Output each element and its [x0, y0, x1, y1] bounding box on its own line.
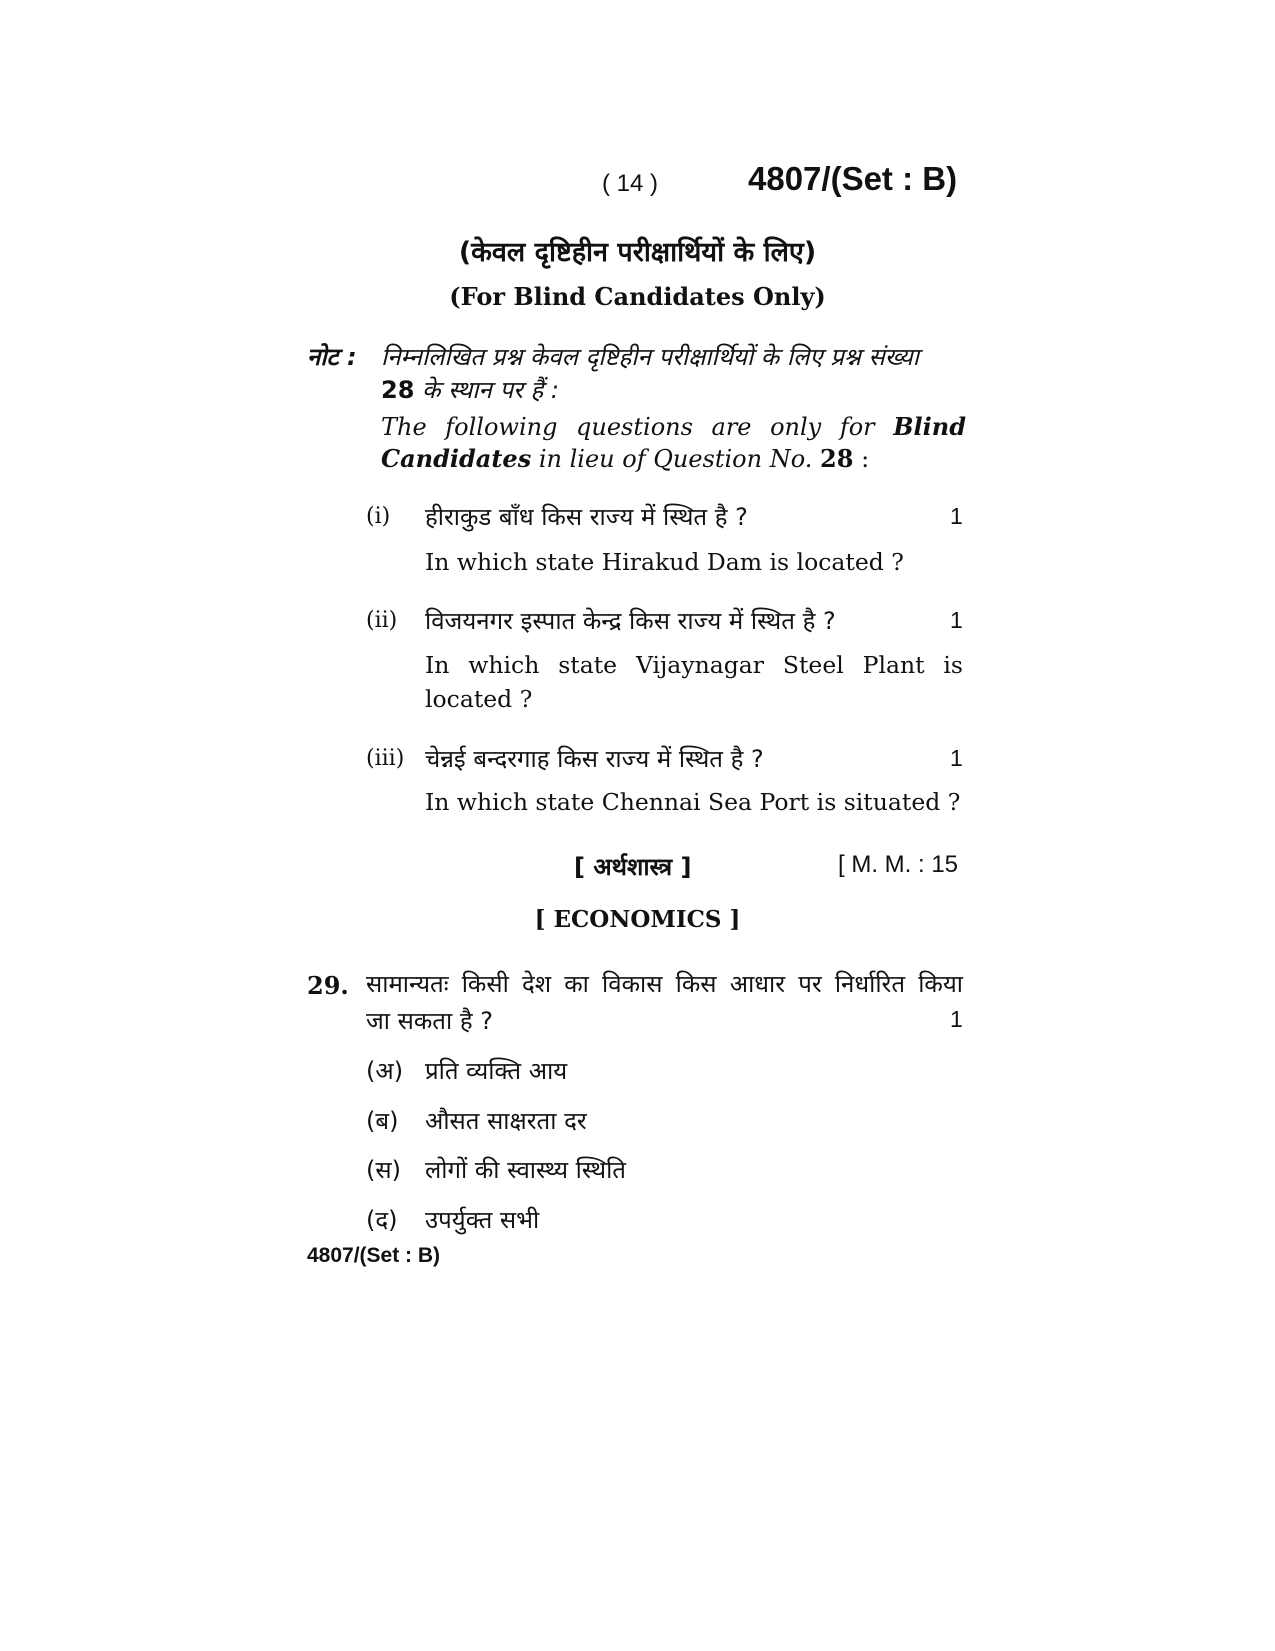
question-hindi: हीराकुड बाँध किस राज्य में स्थित है ? [425, 503, 748, 531]
option-text: उपर्युक्त सभी [425, 1206, 540, 1234]
section-title-english: [ ECONOMICS ] [534, 906, 741, 933]
question-english-line2: located ? [425, 685, 533, 713]
note-english-candidates: Candidates [381, 444, 532, 473]
max-marks: [ M. M. : 15 [838, 851, 959, 878]
note-hindi-line1: निम्नलिखित प्रश्न केवल दृष्टिहीन परीक्षार्थियों के लिए प्रश्न संख्या [381, 343, 919, 371]
blind-heading-english: (For Blind Candidates Only) [449, 282, 826, 311]
note-english-number: 28 [820, 444, 854, 473]
question-mark: 1 [950, 607, 963, 633]
page-number: ( 14 ) [602, 170, 659, 197]
question-mark: 1 [950, 503, 963, 529]
question-english: In which state Chennai Sea Port is situated ? [425, 788, 961, 816]
question-number: (iii) [366, 746, 405, 771]
option-label: (द) [366, 1206, 398, 1234]
question-number: (i) [366, 504, 391, 529]
option-label: (अ) [366, 1057, 404, 1085]
question-hindi: चेन्नई बन्दरगाह किस राज्य में स्थित है ? [425, 745, 764, 773]
option-label: (ब) [366, 1107, 399, 1135]
option-label: (स) [366, 1156, 401, 1184]
question-29-text-line1: सामान्यतः किसी देश का विकास किस आधार पर निर्धारित किया [366, 970, 963, 998]
blind-heading-hindi: (केवल दृष्टिहीन परीक्षार्थियों के लिए) [458, 237, 817, 268]
question-number: (ii) [366, 608, 398, 633]
question-mark: 1 [950, 745, 963, 771]
note-question-number: 28 [381, 376, 415, 404]
question-29-text-line2: जा सकता है ? [366, 1007, 493, 1035]
set-code-header: 4807/(Set : B) [748, 160, 958, 197]
question-english-line1: In which state Vijaynagar Steel Plant is [425, 651, 963, 679]
note-hindi-line2 [381, 373, 559, 406]
set-code-footer: 4807/(Set : B) [307, 1244, 441, 1267]
question-29-number: 29. [307, 971, 349, 1000]
note-english-blind: Blind [893, 412, 966, 441]
section-title-hindi: [ अर्थशास्त्र ] [574, 853, 692, 881]
question-hindi: विजयनगर इस्पात केन्द्र किस राज्य में स्थित है ? [425, 607, 836, 635]
note-label: नोट : [307, 343, 357, 371]
note-english-line1 [381, 412, 966, 441]
option-text: प्रति व्यक्ति आय [425, 1057, 568, 1085]
option-text: औसत साक्षरता दर [425, 1107, 587, 1135]
note-english-end: : [861, 445, 870, 473]
note-hindi-line2-rest: के स्थान पर हैं : [422, 376, 560, 404]
question-english: In which state Hirakud Dam is located ? [425, 548, 904, 576]
option-text: लोगों की स्वास्थ्य स्थिति [425, 1156, 626, 1184]
note-english-prefix: The following questions are only for [381, 413, 875, 441]
note-english-line2 [381, 444, 869, 473]
question-29-mark: 1 [950, 1006, 963, 1032]
note-english-mid: in lieu of Question No. [538, 445, 813, 473]
